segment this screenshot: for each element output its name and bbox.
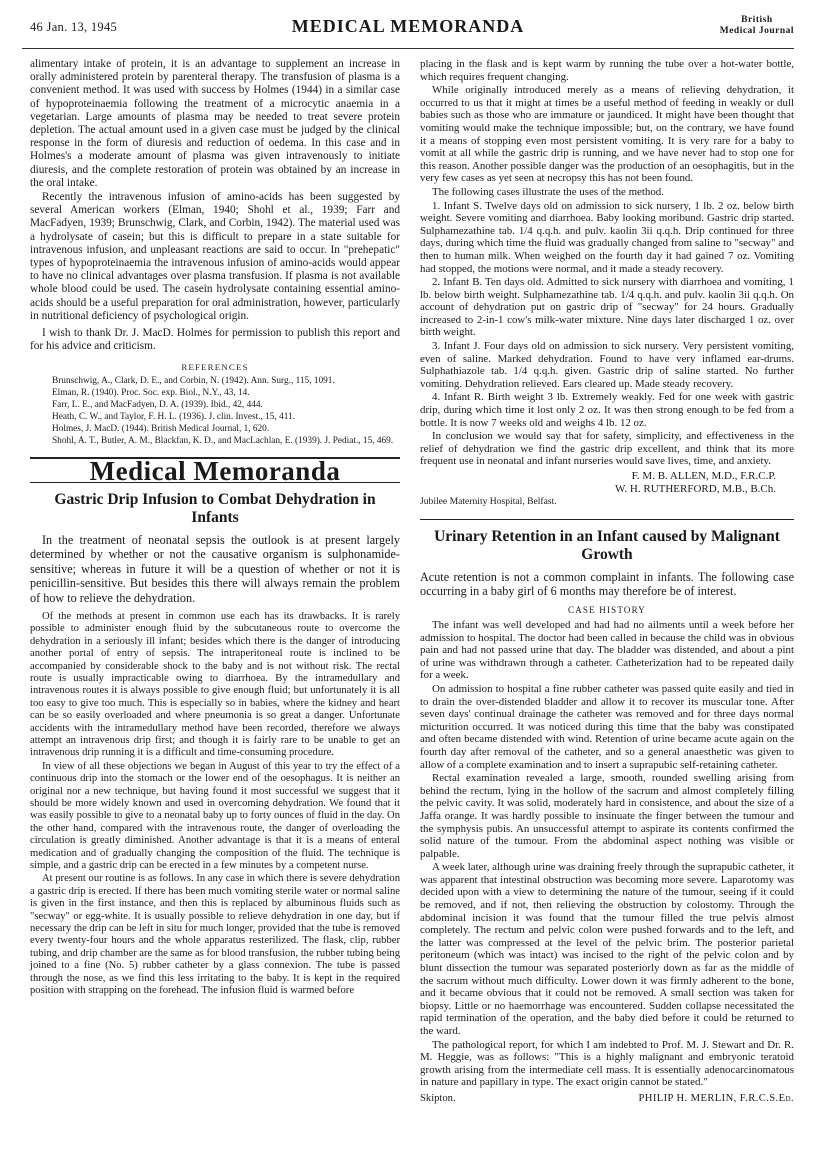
paragraph: A week later, although urine was draining freely through the suprapubic catheter, it was apparent that intestinal obstruction was becoming more severe. Laparotomy was decided upon with a view to determining the nature of the tumour, seeing if it could be removed, and if not, then relieving the obstruction by colostomy. Through the abdominal incision it was found that the tumour filled the true pelvis almost completely. The rectum and pelvic colon were pushed forwards and to the left, and the latter was compressed at the level of the pelvic brim. The posterior parietal peritoneum (which was intact) was incised to the right of the pelvic colon and by blunt dissection the tumour was separated posteriorly down as far as the middle of the sacrum without much difficulty. Lower down it was firmly adherent to the bone, and it became obvious that it could not be removed. A small section was taken for biopsy. Little or no haemorrhage was encountered. Sudden collapse necessitated the rapid termination of the operation, and the baby died before it could be returned to the ward.	[420, 861, 794, 1037]
reference-item: Brunschwig, A., Clark, D. E., and Corbin, N. (1942). Ann. Surg., 115, 1091.	[52, 375, 335, 386]
reference-item: Heath, C. W., and Taylor, F. H. L. (1936). J. clin. Invest., 15, 411.	[52, 411, 296, 422]
reference-item: Shohl, A. T., Butler, A. M., Blackfan, K. D., and MacLachlan, E. (1939). J. Pediat., 15, 469.	[52, 435, 394, 446]
paragraph: At present our routine is as follows. In any case in which there is severe dehydration a gastric drip is erected. If there has been much vomiting sterile water or normal saline is given in the first instance, and then this is replaced by albuminous fluids such as "secway" or egg-white. It is usually possible to relieve dehydration in one day, but if necessary the drip can be left in situ for much longer, provided that the tube is removed every twenty-four hours and the whole apparatus resterilized. The flask, clip, rubber tubing, and drip chamber are the same as for blood transfusion, the rubber tubing being joined to a fine (No. 5) rubber catheter by a glass connexion. The tube is passed through the nose, as we find this less irritating to the baby. It is kept in the required position with strapping on the forehead. The infusion fluid is warmed before	[30, 873, 400, 997]
paragraph: Acute retention is not a common complaint in infants. The following case occurring in a baby girl of 6 months may therefore be of interest.	[420, 569, 794, 598]
header-rule	[22, 48, 794, 49]
section-banner	[30, 455, 400, 486]
article-body	[30, 611, 400, 998]
section-heading: Medical Memoranda	[89, 455, 341, 486]
paragraph: In view of all these objections we began in August of this year to try the effect of a continuous drip into the stomach or the lower end of the oesophagus. It is neither an original nor a new technique, but having found it most successful we suggest that it should be more widely known and used in overcoming dehydration. We found that it was easily possible to give to a neonatal baby up to forty ounces of fluid in the day. On the other hand, compared with the intravenous route, the danger of overloading the circulation is greatly diminished. Another advantage is that it is a means of enteral medication and of gradually changing the composition of the fluid. The technique is simple, and a gastric drip can be erected in a few minutes by a competent nurse.	[30, 760, 400, 872]
case-item: 3. Infant J. Four days old on admission to sick nursery. Very persistent vomiting, even of saline. Marked dehydration. Found to have very inflamed ear-drums. Sulphathiazole tab. 1/4 q.q.h. given. Gastric drip of saline started. No further vomiting. Dehydration relieved. Ears cleared up. Made steady recovery.	[420, 340, 794, 390]
paragraph: Recently the intravenous infusion of amino-acids has been suggested by several American workers (Elman, 1940; Shohl et al., 1939; Farr and MacFadyen, 1939; Brunschwig, Clark, and Corbin, 1942). The material used was a hydrolysate of casein; but this is difficult to prepare in a state suitable for intravenous infusion, and unpleasant reactions are said to occur. In "prehepatic" types of hypoproteinaemia the intravenous infusion of amino-acids would appear to have no clinical advantages over plasma transfusion. If plasma is not available whole blood could be used. The casein hydrolysate containing essential amino-acids should be a useful preparation for oral administration, however, particularly in nutritional deficiency of psychological origin.	[30, 191, 400, 322]
paragraph: The pathological report, for which I am indebted to Prof. M. J. Stewart and Dr. R. M. Heggie, was as follows: "This is a highly malignant and embryonic teratoid growth arising from the intermediate cell mass. It is essentially adenocarcinomatous in nature and papillary in type. The exact origin cannot be stated."	[420, 1038, 794, 1089]
left-column	[30, 58, 400, 999]
case-item: 1. Infant S. Twelve days old on admission to sick nursery, 1 lb. 2 oz. below birth weight. Severe vomiting and diarrhoea. Baby looking moribund. Gastric drip started. Sulphamezathine tab. 1/4 q.q.h. and pulv. kaolin 3ii q.q.h. Drip continued for three days, during which time the fluid was gradually changed from saline to "secway" and then to human milk. When weighed on the fourth day it had gained 7 oz. Vomiting had stopped, the motions were normal, and it made a steady recovery.	[420, 199, 794, 275]
reference-item: Elman, R. (1940). Proc. Soc. exp. Biol., N.Y., 43, 14.	[52, 387, 250, 398]
journal-logo	[720, 15, 794, 37]
author-name: F. M. B. ALLEN, M.D., F.R.C.P.	[631, 470, 776, 482]
case-list	[420, 200, 794, 430]
paragraph: On admission to hospital a fine rubber catheter was passed quite easily and tied in to drain the over-distended bladder and allow it to recover its muscular tone. After seven days' continual drainage the catheter was removed and for three days normal micturition occurred. It was noticed during this time that the baby was constipated and often became distended with wind. Retention of urine became acute again on the fourth day after removal of the catheter, and so a general anaesthetic was given to allow of a complete examination and to insert a suprapubic self-retaining catheter.	[420, 682, 794, 771]
article-title: Urinary Retention in an Infant caused by Malignant Growth	[434, 527, 780, 563]
conclusion-paragraph: In conclusion we would say that for safety, simplicity, and effectiveness in the relief of dehydration we find the gastric drip excellent, and think that its more frequent use in neonatal and infant nurseries would save lives, time, and anxiety.	[420, 430, 794, 468]
article-title: Gastric Drip Infusion to Combat Dehydration in Infants	[54, 490, 376, 526]
paragraph: I wish to thank Dr. J. MacD. Holmes for permission to publish this report and for his advice and criticism.	[30, 327, 400, 353]
lead-paragraph	[420, 570, 794, 599]
paragraph: The infant was well developed and had had no ailments until a week before her admission to hospital. The doctor had been called in because the child was in obvious pain and had not passed urine that day. The bladder was distended, and about a pint of urine was withdrawn through a catheter. Catheterization had to be repeated daily for a week.	[420, 619, 794, 682]
article-footer	[420, 1093, 794, 1106]
paragraph: placing in the flask and is kept warm by running the tube over a hot-water bottle, which requires frequent changing.	[420, 58, 794, 83]
right-column	[420, 58, 794, 1106]
reference-item: Holmes, J. MacD. (1944). British Medical Journal, 1, 620.	[52, 423, 270, 434]
author-signature	[420, 470, 794, 496]
article-divider	[420, 519, 794, 520]
case-item: 2. Infant B. Ten days old. Admitted to sick nursery with diarrhoea and vomiting, 1 lb. below birth weight. Sulphamezathine tab. 1/4 q.q.h. and pulv. kaolin 3ii q.q.h. On account of dehydration put on gastric drip of "secway" for 24 hours. Gradually increased to 2-in-1 cow's milk-water mixture. Nine days later discharged 1 oz. over birth weight.	[420, 276, 794, 339]
page-number: 46 Jan. 13, 1945	[30, 20, 118, 34]
case-item: 4. Infant R. Birth weight 3 lb. Extremely weakly. Fed for one week with gastric drip, during which time it lost only 2 oz. It was then strong enough to be fed from a bottle. It is now 7 weeks old and weighs 4 lb. 12 oz.	[420, 391, 794, 429]
paragraph: Rectal examination revealed a large, smooth, rounded swelling arising from behind the rectum, lying in the hollow of the sacrum and almost completely filling the pelvic cavity. It was solid, moderately hard in consistence, and about the size of a Jaffa orange. It was hardly possible to insinuate the finger between the tumour and the symphysis pubis. An unsuccessful attempt to aspirate its contents confirmed the solid nature of the tumour. From the abdominal aspect nothing was visible or palpable.	[420, 772, 794, 860]
place: Skipton.	[420, 1092, 456, 1104]
paragraph: Of the methods at present in common use each has its drawbacks. It is rarely possible to administer enough fluid by the subcutaneous route to overcome the dehydration in a seriously ill infant; besides which there is the danger of introducing another portal of entry of sepsis. The intraperitoneal route is inclined to be accompanied by considerable shock to the baby and is not without risk. The rectal route is usually impracticable owing to diarrhoea. By the intramedullary and intravenous routes it is always possible to give enough fluid; but unfortunately it is all too easy to give too much. This is especially so in babies, where the kidney and heart can be so easily overloaded and where pneumonia is so great a danger. Unfortunate accidents with the intramedullary method have been recorded, therefore we always attempt an intravenous drip first; and though it is fairly rare to be unable to get an intravenous drip running it is a difficult and time-consuming procedure.	[30, 610, 400, 759]
lead-paragraph	[30, 533, 400, 605]
paragraph: The following cases illustrate the uses of the method.	[432, 185, 664, 198]
paragraph: alimentary intake of protein, it is an advantage to supplement an increase in orally administered protein by parenteral therapy. The transfusion of plasma is a convenient method. It was used with success by Holmes (1944) in a similar case of hypoproteinaemia following the treatment of a microcytic anaemia in a vegetarian. Large amounts of plasma may be needed to treat severe protein depletion. The actual amount used in a given case must be judged by the clinical response in the form of diuresis and reduction of oedema. In this case and in Holmes's a moderate amount of plasma was given intravenously to initiate diuresis, and the complete restoration of protein was obtained by an increase in the oral intake.	[30, 58, 400, 189]
references-heading: REFERENCES	[181, 362, 249, 373]
institution: Jubilee Maternity Hospital, Belfast.	[420, 496, 557, 507]
journal-logo-line2: Medical Journal	[719, 26, 794, 36]
journal-logo-line1: British	[741, 15, 773, 25]
paragraph: While originally introduced merely as a means of relieving dehydration, it occurred to us that it might at times be a useful method of feeding in weakly or dull babies such as those who are immature or jaundiced. It might have been thought that vomiting would make the technique impossible; but, on the contrary, we have found it a means of stopping even most persistent vomiting. It is very rare for a baby to vomit at all while the gastric drip is running, and we have never had to stop one for this reason. Another possible danger was the production of an oesophagitis, but in the very few cases as yet seen at necropsy this has not been found.	[420, 84, 794, 185]
reference-item: Farr, L. E., and MacFadyen, D. A. (1939). Ibid., 42, 444.	[52, 399, 263, 410]
author-name: W. H. RUTHERFORD, M.B., B.Ch.	[615, 483, 776, 495]
page-header	[22, 10, 794, 46]
paragraph: In the treatment of neonatal sepsis the outlook is at present largely determined by whether or not the causative organism is sulphonamide-sensitive; whereas in future it will be a question of whether or not it is penicillin-sensitive. But besides this there will always remain the problem of how to relieve the dehydration.	[30, 532, 400, 605]
author-name: PHILIP H. MERLIN, F.R.C.S.Ed.	[638, 1092, 794, 1104]
running-section-title: MEDICAL MEMORANDA	[291, 16, 525, 36]
case-history-heading: CASE HISTORY	[568, 605, 646, 616]
